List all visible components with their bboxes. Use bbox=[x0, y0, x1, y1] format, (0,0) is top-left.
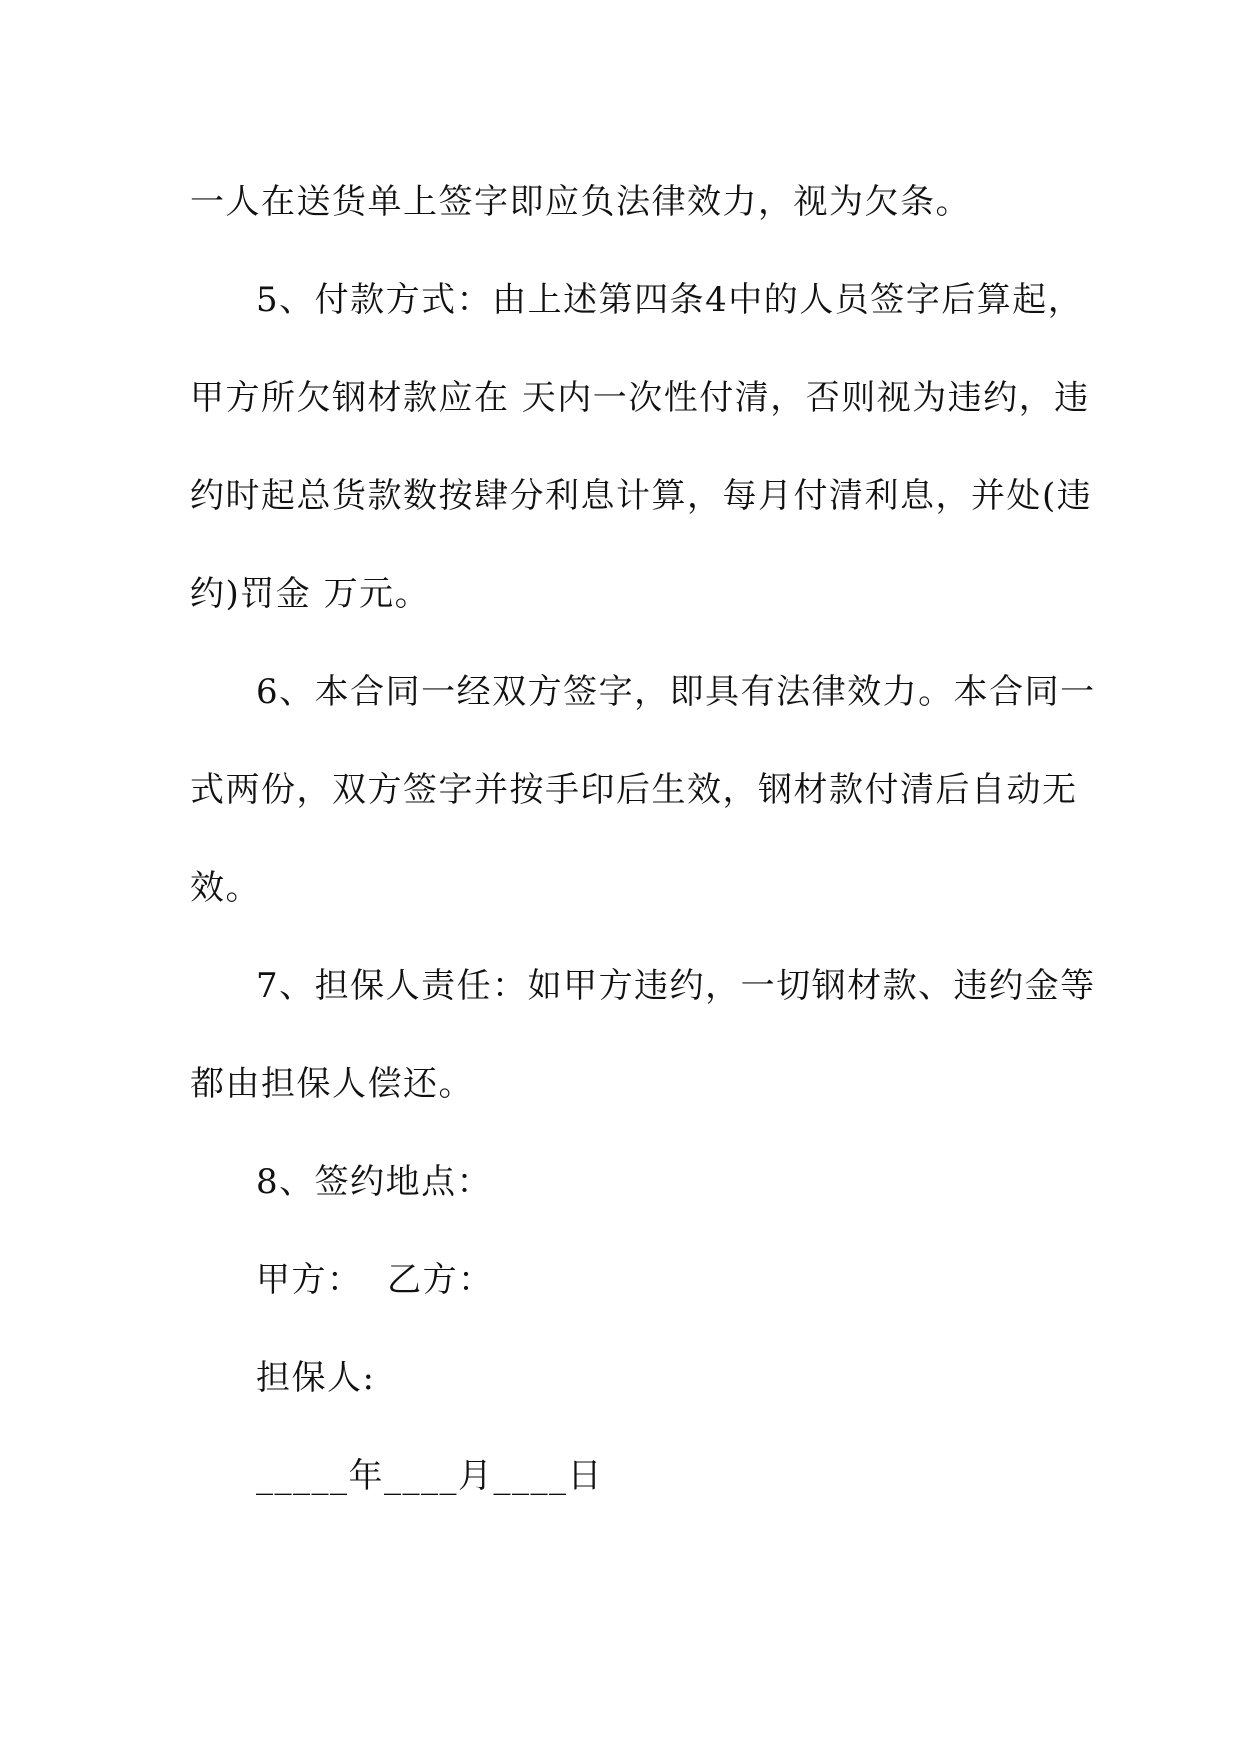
signing-location-line: 8、签约地点： bbox=[256, 1162, 493, 1202]
paragraph-line: 甲方所欠钢材款应在 天内一次性付清，否则视为违约，违 bbox=[190, 378, 1090, 418]
paragraph-line: 7、担保人责任：如甲方违约，一切钢材款、违约金等 bbox=[256, 966, 1096, 1006]
paragraph-line: 都由担保人偿还。 bbox=[190, 1064, 474, 1104]
paragraph-line: 约)罚金 万元。 bbox=[190, 574, 431, 614]
paragraph-line: 一人在送货单上签字即应负法律效力，视为欠条。 bbox=[190, 182, 971, 222]
guarantor-signature-line: 担保人: bbox=[256, 1358, 376, 1398]
paragraph-line: 约时起总货款数按肆分利息计算，每月付清利息，并处(违 bbox=[190, 476, 1093, 516]
paragraph-line: 式两份，双方签字并按手印后生效，钢材款付清后自动无 bbox=[190, 770, 1078, 810]
paragraph-line: 6、本合同一经双方签字，即具有法律效力。本合同一 bbox=[256, 672, 1096, 712]
parties-signature-line: 甲方： 乙方： bbox=[256, 1260, 494, 1300]
paragraph-line: 5、付款方式：由上述第四条4中的人员签字后算起， bbox=[256, 280, 1084, 320]
paragraph-line: 效。 bbox=[190, 868, 261, 908]
date-line: _____年____月____日 bbox=[256, 1456, 603, 1496]
